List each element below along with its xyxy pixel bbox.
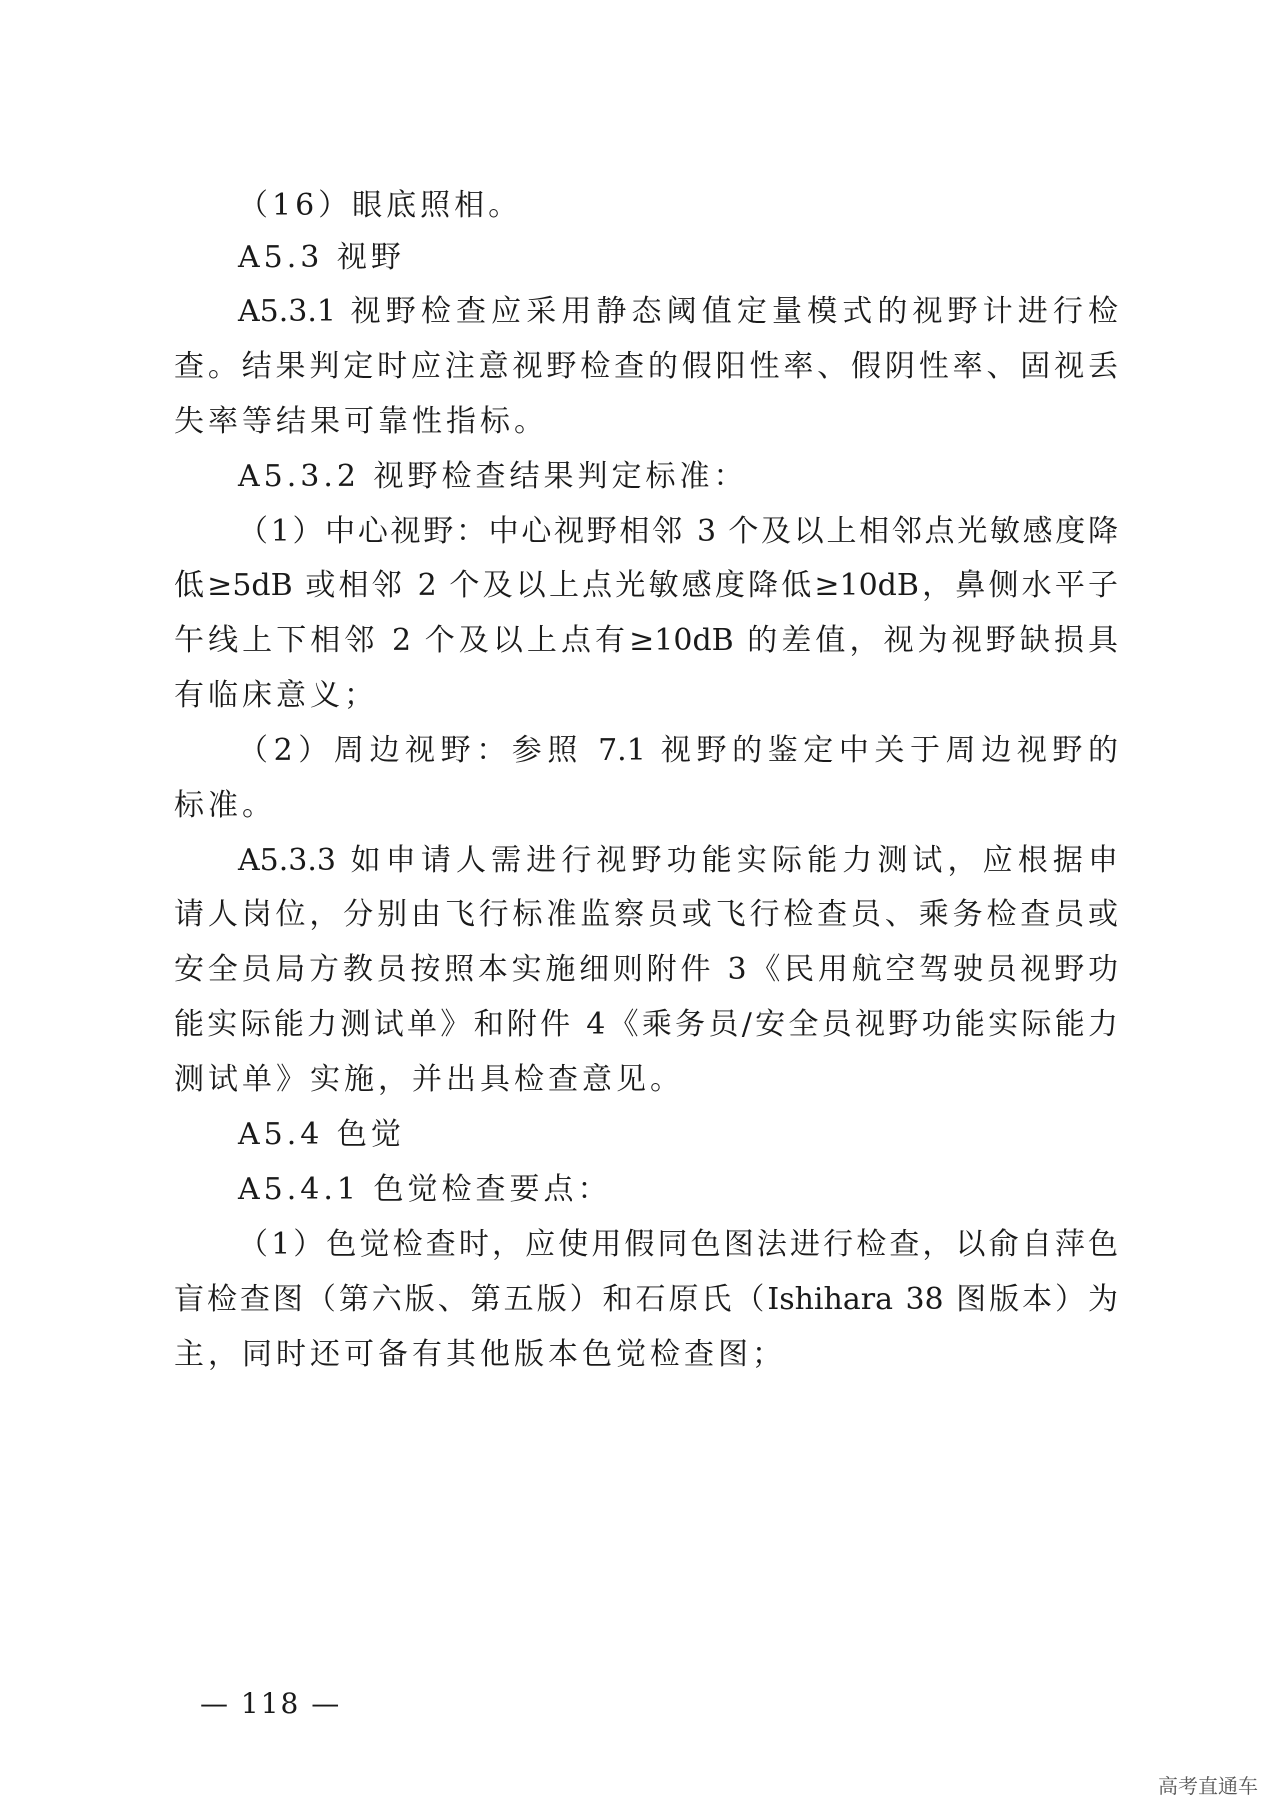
paragraph-line: 有临床意义； xyxy=(174,678,378,713)
paragraph-line: 午线上下相邻 2 个及以上点有≥10dB 的差值，视为视野缺损具 xyxy=(174,623,1118,658)
section-heading: A5.4 色觉 xyxy=(238,1117,405,1152)
paragraph-line: 主，同时还可备有其他版本色觉检查图； xyxy=(174,1337,786,1372)
paragraph-line: A5.3.2 视野检查结果判定标准： xyxy=(238,459,748,494)
paragraph-line: （1）色觉检查时，应使用假同色图法进行检查，以俞自萍色 xyxy=(238,1227,1118,1262)
paragraph-line: 能实际能力测试单》和附件 4《乘务员/安全员视野功能实际能力 xyxy=(174,1007,1118,1042)
paragraph-line: A5.4.1 色觉检查要点： xyxy=(238,1172,612,1207)
watermark: 高考直通车 xyxy=(1158,1774,1258,1798)
paragraph-line: 失率等结果可靠性指标。 xyxy=(174,404,548,439)
section-heading: A5.3 视野 xyxy=(238,240,405,275)
paragraph-line: 测试单》实施，并出具检查意见。 xyxy=(174,1062,684,1097)
paragraph-line: 标准。 xyxy=(174,788,276,823)
paragraph-line: 查。结果判定时应注意视野检查的假阳性率、假阴性率、固视丢 xyxy=(174,349,1118,384)
paragraph-line: （1）中心视野：中心视野相邻 3 个及以上相邻点光敏感度降 xyxy=(238,514,1118,549)
page-number: — 118 — xyxy=(200,1687,342,1720)
paragraph-line: 安全员局方教员按照本实施细则附件 3《民用航空驾驶员视野功 xyxy=(174,952,1118,987)
paragraph-line: A5.3.3 如申请人需进行视野功能实际能力测试，应根据申 xyxy=(238,843,1118,878)
paragraph-line: 低≥5dB 或相邻 2 个及以上点光敏感度降低≥10dB，鼻侧水平子 xyxy=(174,568,1118,603)
paragraph-line: A5.3.1 视野检查应采用静态阈值定量模式的视野计进行检 xyxy=(238,294,1118,329)
paragraph-line: （16）眼底照相。 xyxy=(238,188,523,223)
paragraph-line: 盲检查图（第六版、第五版）和石原氏（Ishihara 38 图版本）为 xyxy=(174,1282,1118,1317)
paragraph-line: （2）周边视野：参照 7.1 视野的鉴定中关于周边视野的 xyxy=(238,733,1118,768)
paragraph-line: 请人岗位，分别由飞行标准监察员或飞行检查员、乘务检查员或 xyxy=(174,897,1118,932)
